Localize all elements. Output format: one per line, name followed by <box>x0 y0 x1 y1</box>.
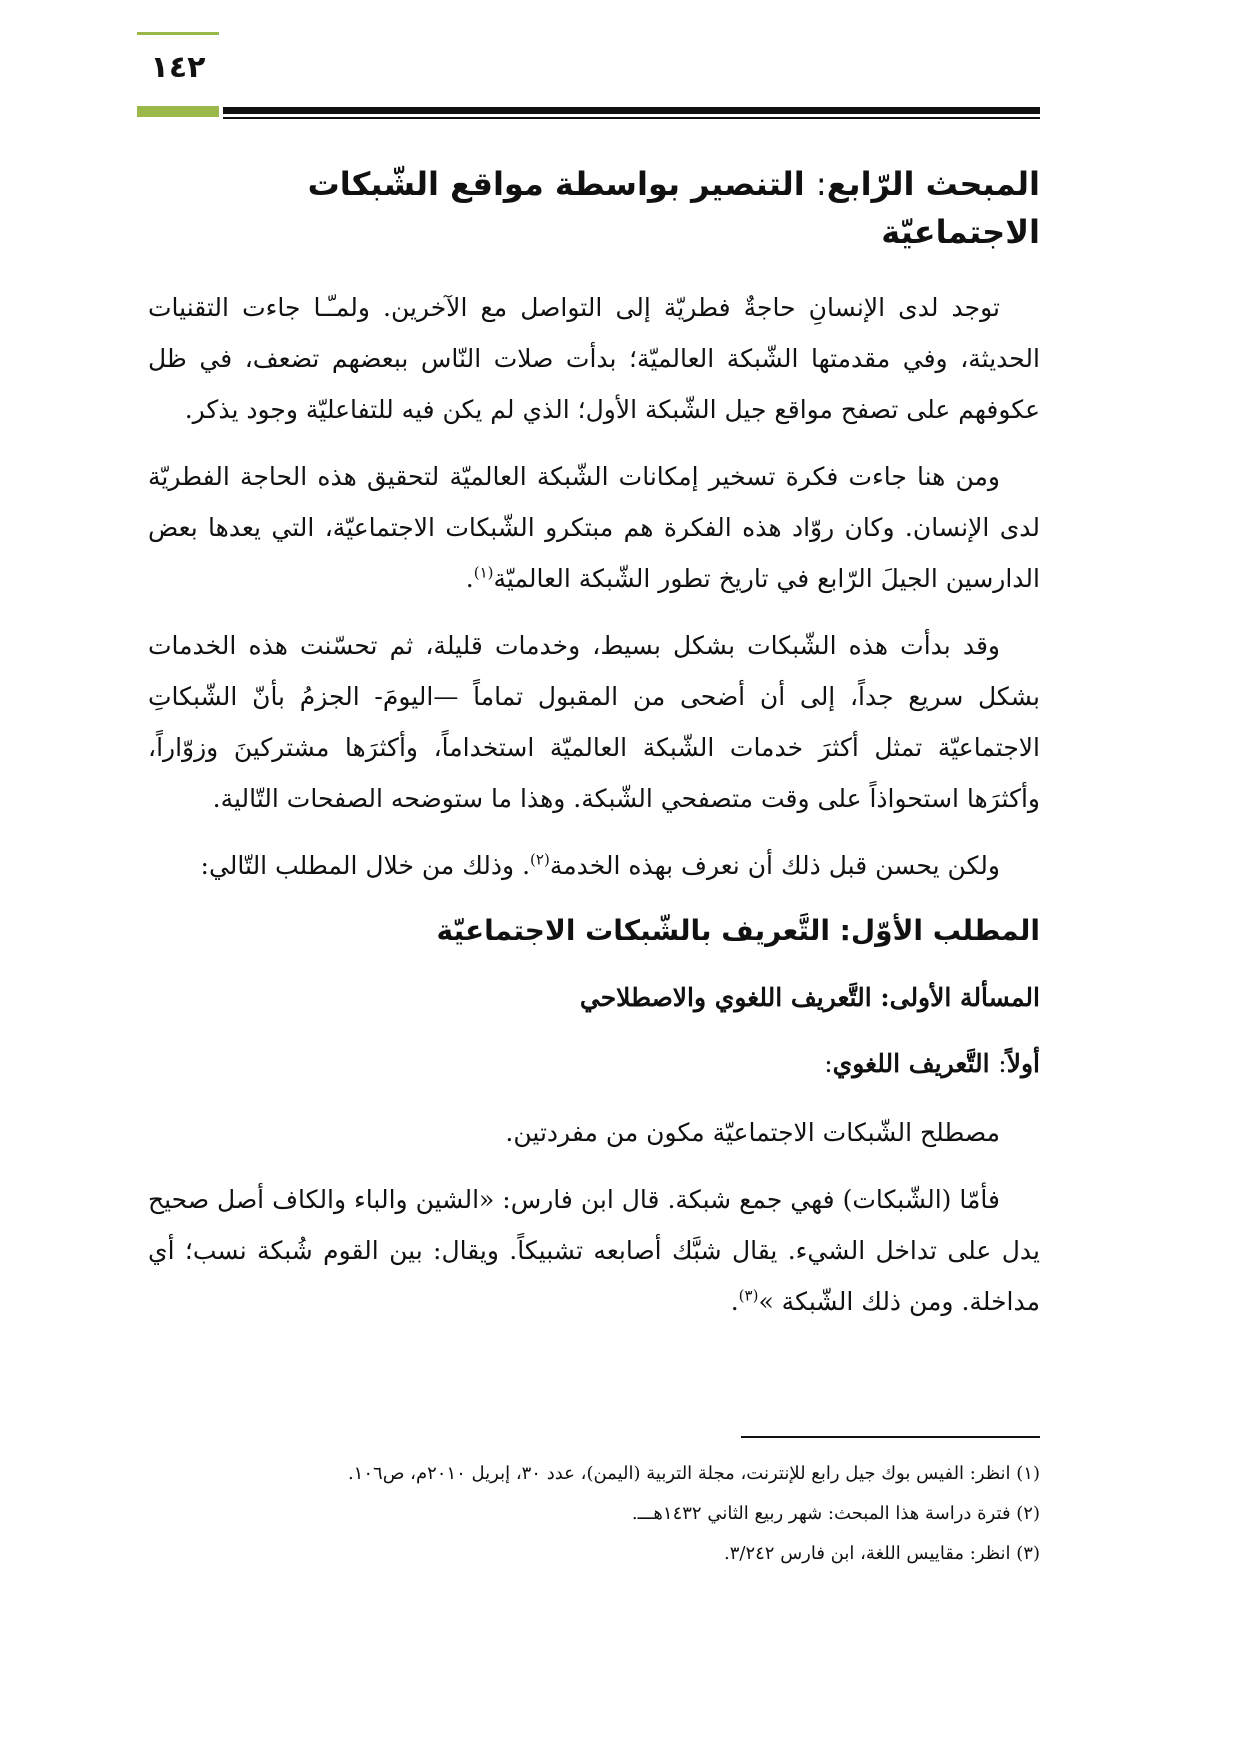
section-title-main: المبحث الرّابع <box>826 165 1040 203</box>
paragraph-2 <box>148 451 1040 604</box>
header-rule-thick <box>223 107 1040 114</box>
section-title-rest: التنصير بواسطة مواقع الشّبكات الاجتماعيّة <box>307 165 1040 251</box>
first-heading-label: أولاً <box>1006 1049 1040 1078</box>
page-number-block <box>137 32 219 118</box>
issue-title: المسألة الأولى: التَّعريف اللغوي والاصطلاحي <box>579 983 1040 1012</box>
paragraph-4-rest: وذلك من خلال المطلب التّالي: <box>200 851 515 880</box>
definition-end: . <box>730 1287 739 1316</box>
green-top-bar <box>137 32 219 35</box>
section-title <box>148 160 1040 256</box>
footnote-separator <box>741 1436 1040 1438</box>
term-sentence: مصطلح الشّبكات الاجتماعيّة مكون من مفردتين. <box>505 1118 1000 1147</box>
paragraph-4 <box>148 840 1040 891</box>
footnote-1: (١) انظر: الفيس بوك جيل رابع للإنترنت، مجلة التربية (اليمن)، عدد ٣٠، إبريل ٢٠١٠م، ص١٠٦. <box>347 1463 1040 1484</box>
first-heading-end: : <box>824 1049 833 1078</box>
paragraph-2-end: . <box>465 564 474 593</box>
footnote-ref-1[interactable]: (١) <box>473 563 494 582</box>
header-rule-thin <box>223 117 1040 119</box>
first-heading <box>148 1041 1040 1087</box>
footnote-2: (٢) فترة دراسة هذا المبحث: شهر ربيع الثاني ١٤٣٢هـــ. <box>631 1503 1040 1524</box>
definition-paragraph <box>148 1174 1040 1327</box>
paragraph-3: وقد بدأت هذه الشّبكات بشكل بسيط، وخدمات قليلة، ثم تحسّنت هذه الخدمات بشكل سريع جداً، إلى أن أضحى من المقبول تماماً —اليومَ- الجزمُ بأنّ الشّبكاتِ الاجتماعيّة تمثل أكثرَ خدمات الشّبكة العالميّة استخداماً، وأكثرَها مشتركينَ وزوّاراً، وأكثرَها استحواذاً على وقت متصفحي الشّبكة. وهذا ما ستوضحه الصفحات التّالية. <box>148 631 1040 813</box>
paragraph-4-text: ولكن يحسن قبل ذلك أن نعرف بهذه الخدمة <box>549 851 1000 880</box>
first-heading-sep: : <box>998 1049 1007 1078</box>
section-title-sep: : <box>815 165 827 203</box>
footnotes <box>148 1454 1040 1574</box>
footnote-3: (٣) انظر: مقاييس اللغة، ابن فارس ٣/٢٤٢. <box>724 1543 1040 1564</box>
paragraph-1: توجد لدى الإنسانِ حاجةٌ فطريّة إلى التواصل مع الآخرين. ولمـّـا جاءت التقنيات الحديثة، وفي مقدمتها الشّبكة العالميّة؛ بدأت صلات النّاس ببعضهم تضعف، في ظل عكوفهم على تصفح مواقع جيل الشّبكة الأول؛ الذي لم يكن فيه للتفاعليّة وجود يذكر. <box>148 293 1040 424</box>
definition-text: فأمّا (الشّبكات) فهي جمع شبكة. قال ابن فارس: «الشين والباء والكاف أصل صحيح يدل على تداخل الشيء. يقال شبَّك أصابعه تشبيكاً. ويقال: بين القوم شُبكة نسب؛ أي مداخلة. ومن ذلك الشّبكة » <box>148 1185 1040 1316</box>
page-content <box>148 150 1040 1343</box>
paragraph-2-text: ومن هنا جاءت فكرة تسخير إمكانات الشّبكة العالميّة لتحقيق هذه الحاجة الفطريّة لدى الإنسان. وكان روّاد هذه الفكرة هم مبتكرو الشّبكات الاجتماعيّة، التي يعدها بعض الدارسين الجيلَ الرّابع في تاريخ تطور الشّبكة العالميّة <box>148 462 1040 593</box>
subsection-title: المطلب الأوّل: التَّعريف بالشّبكات الاجتماعيّة <box>436 914 1040 947</box>
paragraph-4-dot: . <box>522 851 531 880</box>
footnote-ref-2[interactable]: (٢) <box>530 850 550 869</box>
footnote-ref-3[interactable]: (٣) <box>738 1286 759 1305</box>
page-number: ١٤٢ <box>150 50 206 85</box>
green-bottom-bar <box>137 106 219 117</box>
first-heading-rest: التَّعريف اللغوي <box>832 1049 990 1078</box>
